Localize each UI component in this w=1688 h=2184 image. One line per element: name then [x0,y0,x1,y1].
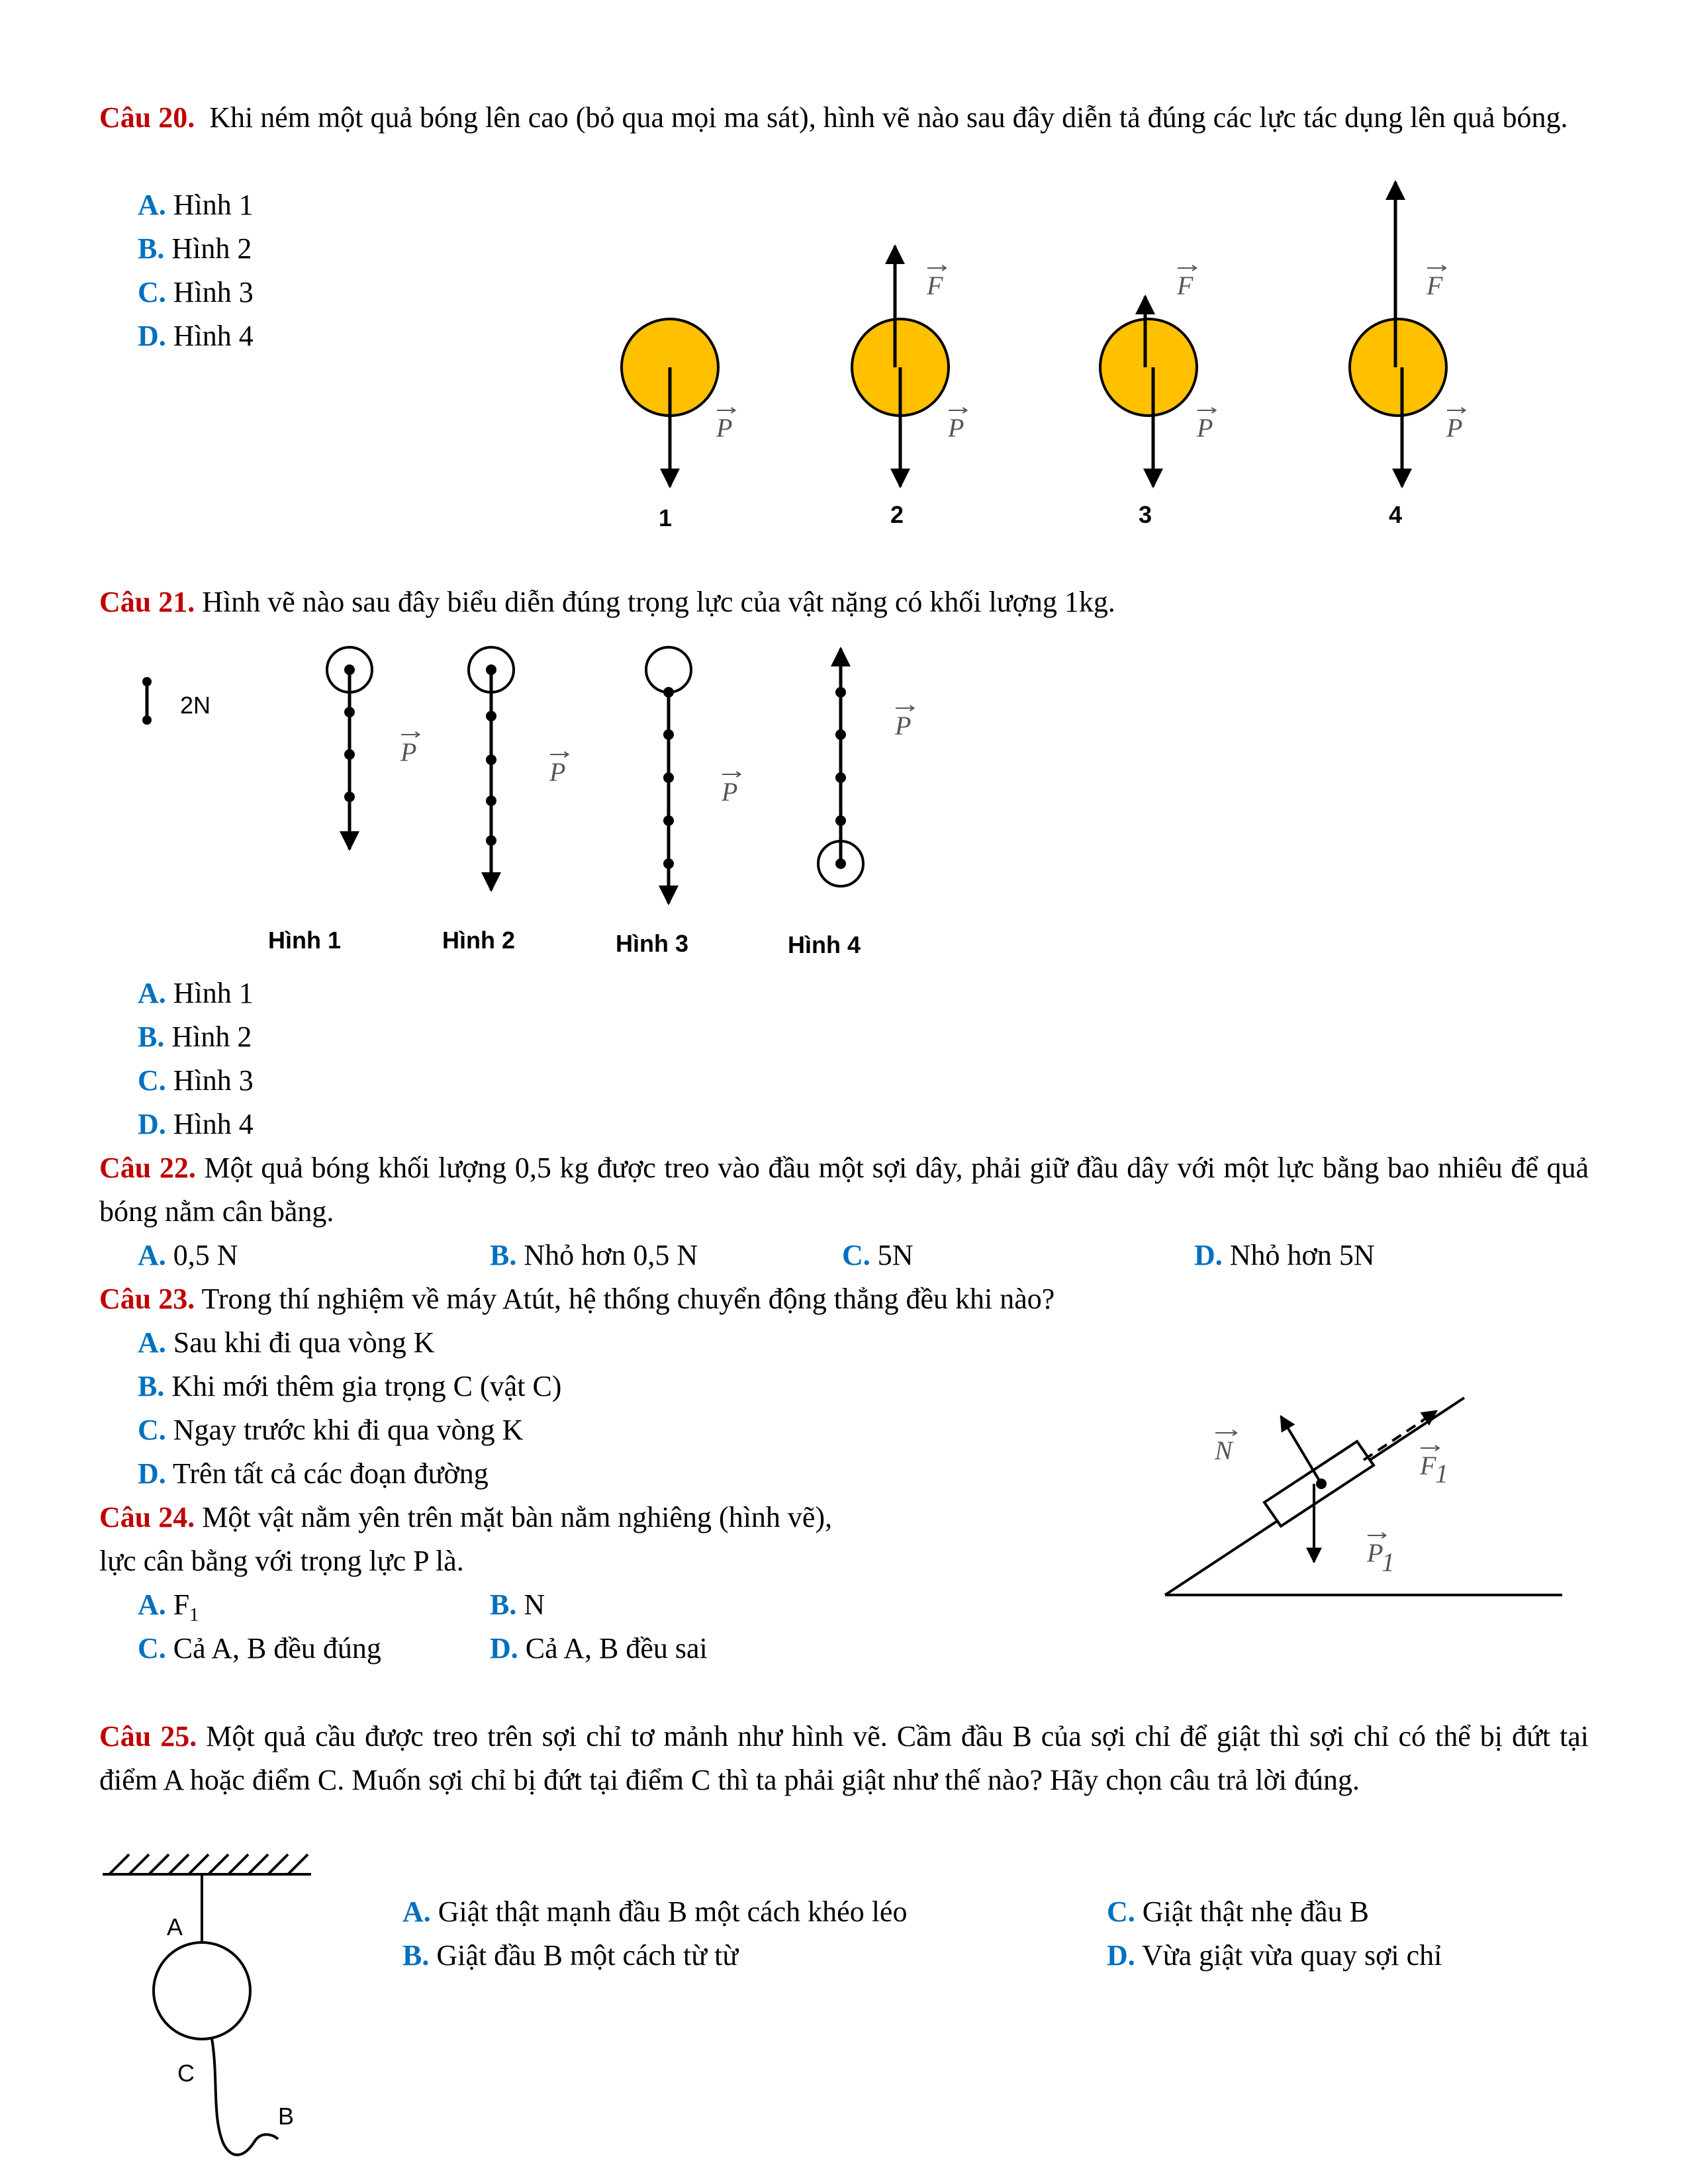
q22-option-a[interactable]: A. 0,5 N [138,1239,238,1271]
q22-option-d[interactable]: D. Nhỏ hơn 5N [1194,1239,1375,1271]
q25-label-c: C [177,2060,195,2087]
q21-label: Câu 21. [99,586,195,618]
q23-label: Câu 23. [99,1283,195,1315]
q24-text-line1: Một vật nằm yên trên mặt bàn nằm nghiêng (hình vẽ), [202,1501,833,1533]
q24-option-c[interactable]: C. Cả A, B đều đúng [138,1632,381,1664]
q20-option-a[interactable]: A. Hình 1 [138,189,254,221]
q20-p-label-1: P [716,413,733,443]
q25-label-b: B [278,2103,295,2130]
q21-option-b[interactable]: B. Hình 2 [138,1021,252,1053]
q22-text: Một quả bóng khối lượng 0,5 kg được treo vào đầu một sợi dây, phải giữ đầu dây với một lực bằng bao nhiêu để quả bóng nằm cân bằng. [99,1152,1589,1228]
q20-option-d[interactable]: D. Hình 4 [138,320,254,352]
q21-option-d[interactable]: D. Hình 4 [138,1108,254,1140]
q21-p-label-1: P [400,737,417,767]
q20-number-2: 2 [890,501,904,528]
q23-option-c[interactable]: C. Ngay trước khi đi qua vòng K [138,1414,524,1446]
q21-fig-label-1: Hình 1 [268,927,342,954]
q21-option-c[interactable]: C. Hình 3 [138,1064,254,1097]
q23-option-d[interactable]: D. Trên tất cả các đoạn đường [138,1457,489,1490]
q20-p-label-2: P [948,413,964,443]
q21-fig-label-2: Hình 2 [442,927,516,954]
q21-text: Hình vẽ nào sau đây biểu diễn đúng trọng lực của vật nặng có khối lượng 1kg. [202,586,1115,618]
q22-option-b[interactable]: B. Nhỏ hơn 0,5 N [490,1239,698,1271]
q25-thread-bottom [212,2038,278,2155]
q24-option-b[interactable]: B. N [490,1588,545,1621]
q25-option-a[interactable]: A. Giật thật mạnh đầu B một cách khéo léo [402,1895,908,1928]
q23-text: Trong thí nghiệm về máy Atút, hệ thống chuyển động thẳng đều khi nào? [201,1283,1055,1315]
q22-option-c[interactable]: C. 5N [842,1239,914,1271]
q20-label: Câu 20. [99,101,195,134]
q20-option-b[interactable]: B. Hình 2 [138,232,252,265]
q24-text-line2: lực cân bằng với trọng lực P là. [99,1545,464,1577]
q20-option-c[interactable]: C. Hình 3 [138,276,254,308]
q25-label-a: A [167,1913,183,1940]
q24-option-a[interactable]: A. $F_1$ [138,1588,199,1625]
q21-p-label-4: P [895,711,912,741]
q24-label: Câu 24. [99,1501,195,1533]
q24-option-d[interactable]: D. Cả A, B đều sai [490,1632,708,1664]
q21-option-a[interactable]: A. Hình 1 [138,977,254,1009]
q20-number-3: 3 [1139,501,1152,528]
q20-f-label-2: F [927,271,943,300]
q21-fig-label-3: Hình 3 [616,930,689,957]
q20-number-4: 4 [1389,501,1403,528]
q20-text: Khi ném một quả bóng lên cao (bỏ qua mọi ma sát), hình vẽ nào sau đây diễn tả đúng các lực tác dụng lên quả bóng. [209,101,1568,134]
q21-fig-label-4: Hình 4 [788,931,861,958]
q20-number-1: 1 [659,504,673,531]
q20-p-label-4: P [1446,413,1463,443]
q20-f-label-4: F [1427,271,1443,300]
q25-ball [154,1942,250,2039]
q24-p-label: P [1367,1538,1383,1568]
q25-text: Một quả cầu được treo trên sợi chỉ tơ mảnh như hình vẽ. Cầm đầu B của sợi chỉ để giật thì sợi chỉ có thể bị đứt tại điểm A hoặc điểm C. Muốn sợi chỉ bị đứt tại điểm C thì ta phải giật như thế nào? Hãy chọn câu trả lời đúng. [99,1720,1589,1796]
q25-option-b[interactable]: B. Giật đầu B một cách từ từ [402,1939,739,1972]
q23-option-a[interactable]: A. Sau khi đi qua vòng K [138,1326,435,1359]
q21-scale-label: 2N [180,692,211,719]
q21-p-label-2: P [549,757,566,787]
q24-f-label: F [1420,1451,1436,1480]
q25-label: Câu 25. [99,1720,197,1752]
q20-p-label-3: P [1197,413,1213,443]
q23-option-b[interactable]: B. Khi mới thêm gia trọng C (vật C) [138,1370,562,1402]
q24-f-sub: 1 [1435,1459,1448,1488]
q24-p-sub: 1 [1382,1547,1395,1577]
q21-p-label-3: P [722,777,738,807]
q25-option-d[interactable]: D. Vừa giật vừa quay sợi chỉ [1107,1939,1442,1972]
q20-f-label-3: F [1177,271,1194,300]
q24-n-label: N [1215,1435,1233,1465]
q25-option-c[interactable]: C. Giật thật nhẹ đầu B [1107,1895,1369,1928]
q22-label: Câu 22. [99,1152,196,1184]
